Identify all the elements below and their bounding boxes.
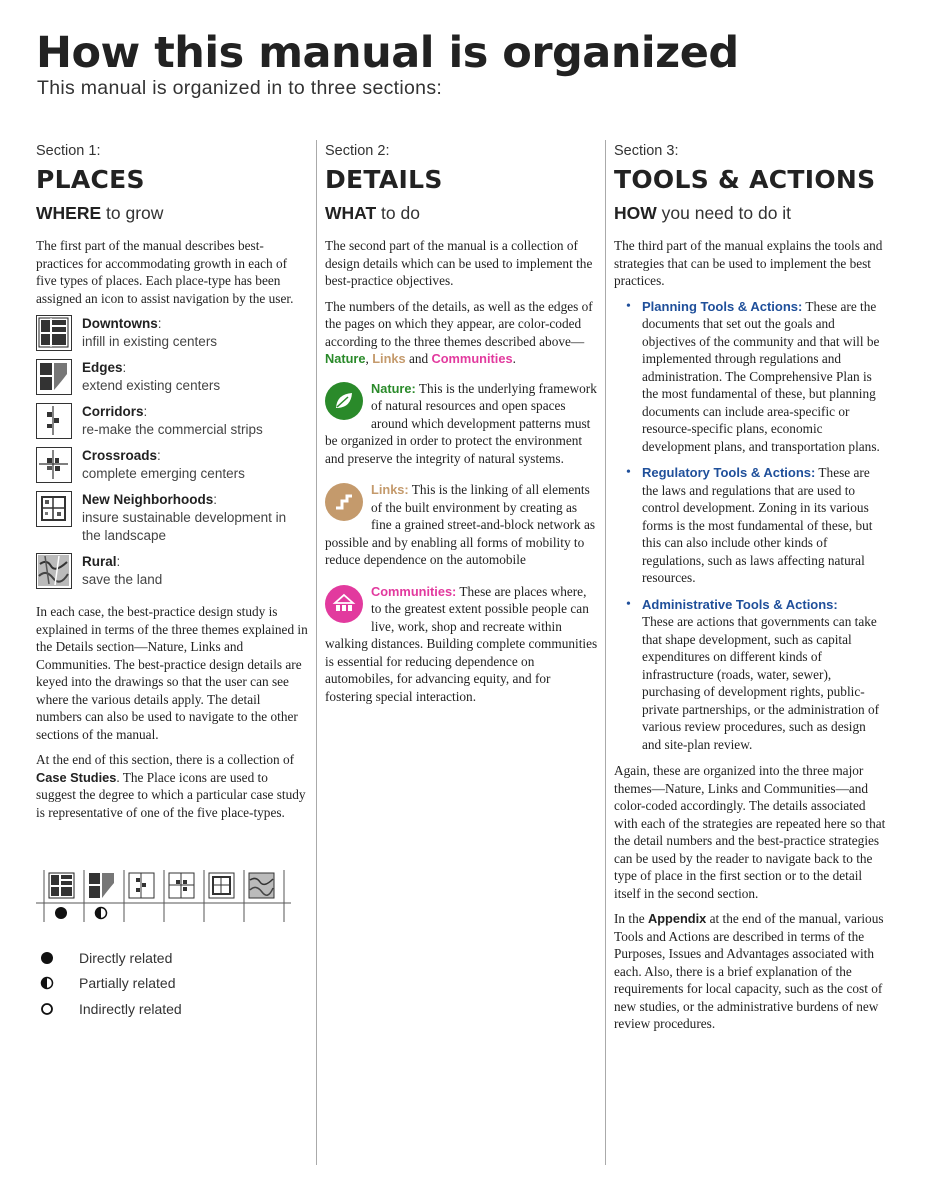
list-item: • Planning Tools & Actions: These are the documents that set out the goals and objectives of the community and that will be implemented through regulations and administration. The Comprehensive Plan is the most fundamental of these, but planning documents can include area-specific or resource-specific plans, economic development plans, and transportation plans.: [626, 298, 880, 454]
place-new-neighborhoods: New Neighborhoods: insure sustainable development in the landscape: [36, 491, 308, 545]
section-title: TOOLS & ACTIONS: [614, 165, 876, 194]
new-neighborhoods-icon: [36, 491, 72, 527]
edges-icon: [89, 873, 114, 898]
place-edges: Edges: extend existing centers: [36, 359, 308, 395]
crossroads-icon: [169, 873, 194, 898]
theme-nature: Nature: This is the underlying framework of natural resources and open spaces around which development patterns must be organized in order to protect the environment and preserve the integrity of natural systems.: [325, 380, 597, 466]
downtowns-icon: [36, 315, 72, 351]
empty-circle-icon: [40, 1002, 54, 1016]
crossroads-icon: [36, 447, 72, 483]
places-explanation: In each case, the best-practice design study is explained in terms of the three themes explained in the Details section—Nature, Links and Communities. The best-practice design details are keyed into the drawings so that the user can see where the various details apply. The detail numbers can also be used to navigate to the other sections of the manual.: [36, 604, 308, 742]
path-icon: [325, 483, 363, 521]
themes-repeat-paragraph: Again, these are organized into the three major themes—Nature, Links and Communities—and color-coded accordingly. The details associated with each of the strategies are repeated here so that the detail numbers and the best-practice strategies can be used by the reader to navigate back to the type of place in the first section or to the detail itself in the second section.: [614, 763, 886, 901]
legend-item: Indirectly related: [40, 996, 182, 1022]
appendix-paragraph: In the Appendix at the end of the manual, various Tools and Actions are described in terms of the Purposes, Issues and Advantages associated with each. Also, there is a brief explanation of the requirements for local capacity, such as the cost of new studies, or the administrative burdens of new review procedures.: [614, 911, 884, 1031]
theme-links: Links: This is the linking of all elements of the built environment by creating as fine a grained street-and-block network as possible and by enabling all forms of mobility to reduce dependence on the automobile: [325, 482, 596, 567]
section-details: [325, 140, 600, 715]
half-circle-icon: [40, 976, 54, 990]
themes-paragraph: The numbers of the details, as well as the edges of the pages on which they appear, are color-coded according to the three themes described above—Nature, Links and Communities.: [325, 298, 593, 366]
tools-list: [614, 298, 886, 754]
section-intro: The second part of the manual is a collection of design details which can be used to implement the best-practice objectives.: [325, 238, 593, 288]
rural-icon: [36, 553, 72, 589]
section-tools: [614, 140, 886, 1041]
leaf-icon: [325, 382, 363, 420]
full-circle-icon: [55, 907, 67, 919]
section-subtitle: WHAT to do: [325, 203, 420, 223]
place-rural: Rural: save the land: [36, 553, 308, 589]
section-title: PLACES: [36, 165, 145, 194]
downtowns-icon: [49, 873, 74, 898]
page-subtitle: This manual is organized in to three sections:: [37, 77, 443, 99]
place-crossroads: Crossroads: complete emerging centers: [36, 447, 308, 483]
full-circle-icon: [40, 951, 54, 965]
section-intro: The third part of the manual explains the tools and strategies that can be used to implement the best practices.: [614, 238, 883, 288]
legend-item: Directly related: [40, 945, 182, 971]
section-number: Section 2:: [325, 143, 390, 159]
section-subtitle: HOW you need to do it: [614, 203, 792, 223]
edges-icon: [36, 359, 72, 395]
section-number: Section 1:: [36, 143, 101, 159]
column-divider: [316, 140, 317, 1165]
legend-item: Partially related: [40, 971, 182, 997]
column-divider: [605, 140, 606, 1165]
case-studies-paragraph: At the end of this section, there is a collection of Case Studies. The Place icons are used to suggest the degree to which a particular case study is representative of one of the five place-types.: [36, 752, 306, 820]
new-neighborhoods-icon: [209, 873, 234, 898]
section-places: [36, 140, 308, 829]
case-study-table: [36, 870, 291, 930]
page-title: How this manual is organized: [36, 28, 739, 78]
section-intro: The first part of the manual describes best-practices for accommodating growth in each of five types of places. Each place-type has been assigned an icon to assist navigation by the user.: [36, 238, 294, 306]
case-study-legend: [40, 945, 182, 1022]
houses-icon: [325, 585, 363, 623]
corridors-icon: [129, 873, 154, 898]
list-item: • Regulatory Tools & Actions: These are the laws and regulations that are used to control development. Zoning in its various forms is the most fundamental of these, but this can also include other kinds of regulations, such as laws affecting natural resources.: [626, 465, 873, 585]
section-title: DETAILS: [325, 165, 443, 194]
section-number: Section 3:: [614, 143, 679, 159]
list-item: • Administrative Tools & Actions: These are actions that governments can take that shape development, such as capital expenditures on different kinds of infrastructure (roads, water, sewer), purchasing of development rights, public-private partnerships, or the administration of various review procedures, such as design and site-plan review.: [626, 596, 880, 752]
corridors-icon: [36, 403, 72, 439]
section-subtitle: WHERE to grow: [36, 203, 164, 223]
theme-communities: Communities: These are places where, to the greatest extent possible people can live, work, shop and recreate within walking distances. Building complete communities is essential for reducing dependence on automobiles, for advancing equity, and for fostering special interaction.: [325, 583, 598, 704]
place-corridors: Corridors: re-make the commercial strips: [36, 403, 308, 439]
rural-icon: [249, 873, 274, 898]
place-downtowns: Downtowns: infill in existing centers: [36, 315, 308, 351]
